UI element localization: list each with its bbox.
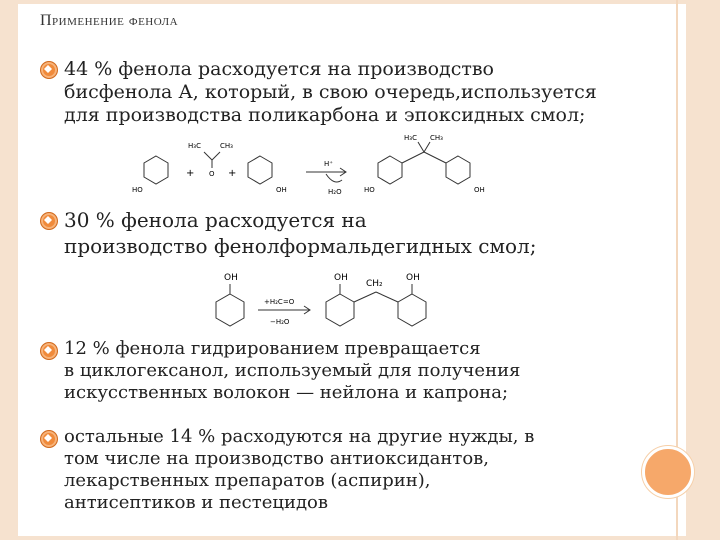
- product-ring-left: [326, 294, 354, 326]
- ch3-b-label: CH₃: [220, 142, 233, 150]
- oh-2-label: OH: [334, 273, 348, 283]
- phenol-formaldehyde-reaction-scheme: [200, 268, 450, 334]
- ch2-label: CH₂: [366, 279, 383, 289]
- bullet-icon-1: [40, 61, 58, 79]
- phenol-ring: [216, 294, 244, 326]
- product-ring-right: [398, 294, 426, 326]
- frame-left: [0, 0, 18, 540]
- water-loss-arrow: [326, 174, 342, 182]
- ho-product-label: HO: [364, 186, 375, 194]
- h2o-label: H₂O: [328, 188, 342, 196]
- ch3-c-label: H₃C: [404, 134, 417, 142]
- bullet-text-1: 44 % фенола расходуется на производство бисфенола А, который, в свою очередь,используется для производства поликарбона и эпоксидных смол;: [64, 58, 597, 126]
- o-label: O: [209, 170, 215, 178]
- oh-product-label: OH: [474, 186, 485, 194]
- bullet-text-4: остальные 14 % расходуются на другие нужды, в том числе на производство антиоксидантов, лекарственных препаратов (аспирин), антисептиков и пестецидов: [64, 426, 535, 513]
- ch3-a-label: H₃C: [188, 142, 201, 150]
- minus-h2o-label: −H₂O: [270, 318, 290, 326]
- plus-1: +: [186, 168, 195, 179]
- phenol-ring-right: [248, 156, 272, 184]
- frame-bottom: [0, 536, 720, 540]
- bullet-icon-2: [40, 212, 58, 230]
- ch3-d-label: CH₃: [430, 134, 443, 142]
- phenol-ring-left: [144, 156, 168, 184]
- frame-right: [686, 0, 720, 540]
- ho-left-label: HO: [132, 186, 143, 194]
- bullet-text-3: 12 % фенола гидрированием превращается в циклогексанол, используемый для получения искусственных волокон — нейлона и капрона;: [64, 338, 521, 403]
- bisphenol-ring-left: [378, 156, 402, 184]
- bullet-icon-4: [40, 430, 58, 448]
- bullet-icon-3: [40, 342, 58, 360]
- bisphenol-a-reaction-scheme: [128, 134, 518, 202]
- frame-top: [0, 0, 720, 4]
- oh-right-label: OH: [276, 186, 287, 194]
- oh-1-label: OH: [224, 273, 238, 283]
- reagent-label: +H₂C=O: [264, 298, 295, 306]
- plus-2: +: [228, 168, 237, 179]
- slide-title: Применение фенола: [40, 12, 179, 29]
- oh-3-label: OH: [406, 273, 420, 283]
- h-plus-label: H⁺: [324, 160, 333, 168]
- bisphenol-ring-right: [446, 156, 470, 184]
- bullet-text-2: 30 % фенола расходуется на производство фенолформальдегидных смол;: [64, 208, 537, 258]
